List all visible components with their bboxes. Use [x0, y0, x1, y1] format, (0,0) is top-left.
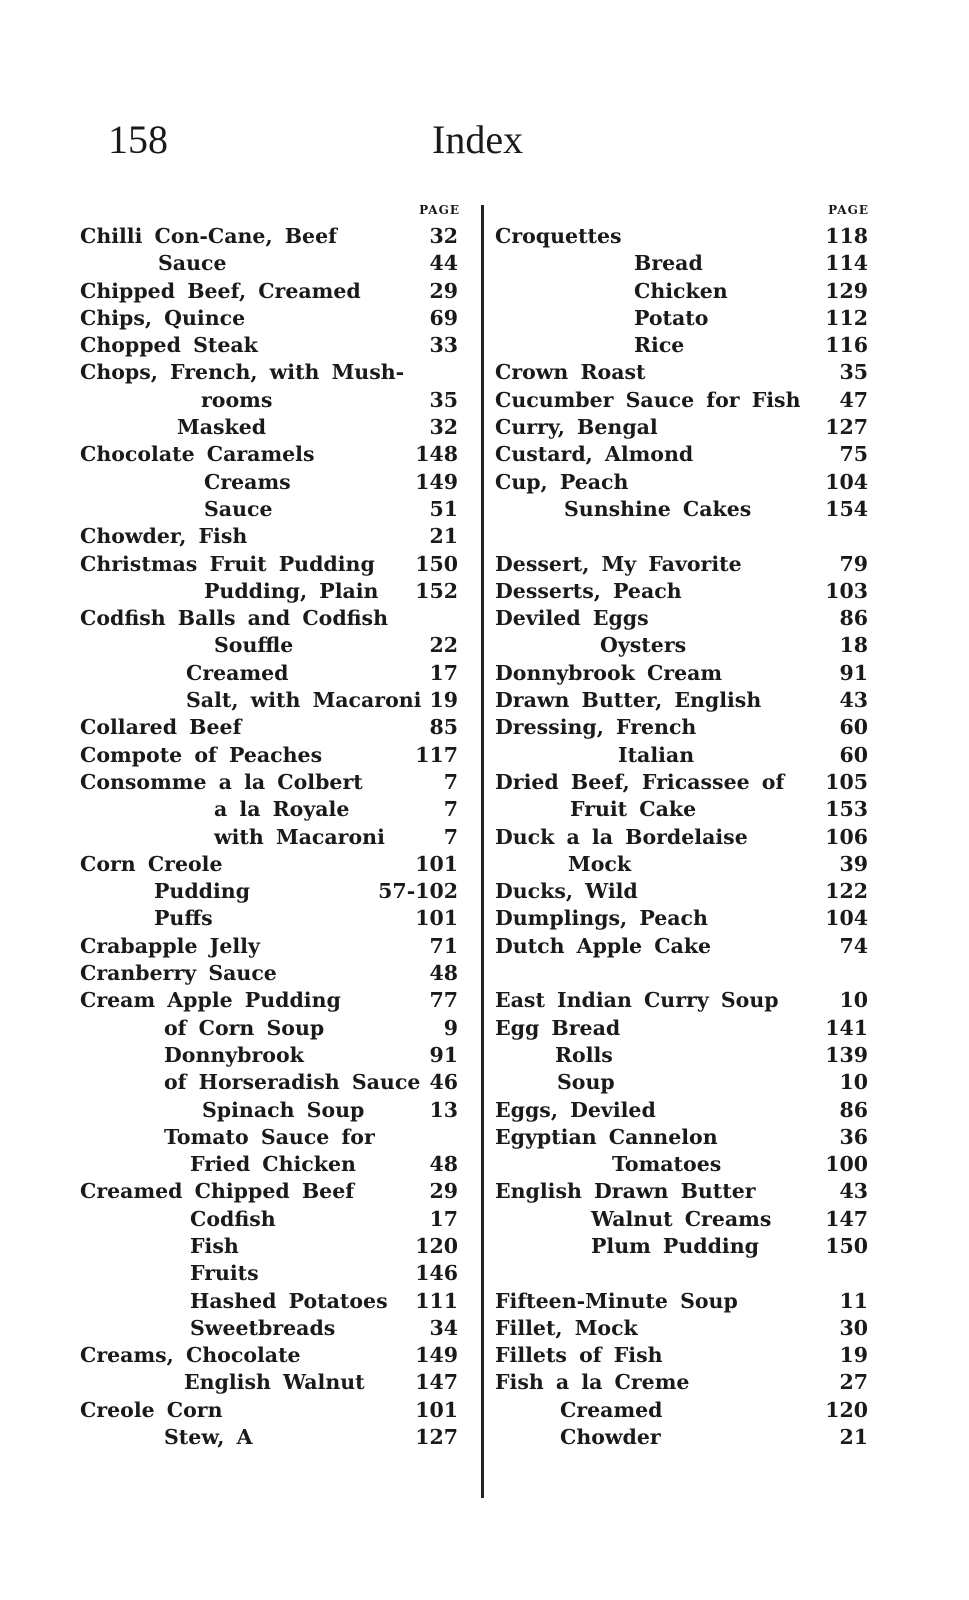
index-entry [80, 469, 470, 496]
entry-page: 79 [839, 551, 868, 576]
entry-text: Codfish Balls and Codfish [80, 606, 389, 631]
entry-page: 101 [415, 1397, 458, 1422]
entry-page: 152 [415, 578, 458, 603]
entry-text: Chocolate Caramels [80, 442, 315, 467]
index-entry [495, 469, 873, 496]
entry-page: 101 [415, 851, 458, 876]
entry-text: a la Royale [214, 797, 350, 822]
entry-text: Desserts, Peach [495, 578, 682, 603]
entry-text: Chopped Steak [80, 333, 258, 358]
index-entry [80, 1260, 470, 1287]
entry-text: of Horseradish Sauce [164, 1070, 421, 1095]
index-entry [495, 1424, 873, 1451]
entry-text: Drawn Butter, English [495, 688, 762, 713]
entry-page: 129 [825, 278, 868, 303]
index-entry [495, 387, 873, 414]
entry-page: 74 [839, 933, 868, 958]
entry-text: Salt, with Macaroni [186, 688, 422, 713]
entry-text: Cranberry Sauce [80, 961, 277, 986]
index-entry [495, 1288, 873, 1315]
index-entry [495, 660, 873, 687]
entry-page: 36 [839, 1124, 868, 1149]
index-entry [80, 660, 470, 687]
index-entry [80, 305, 470, 332]
entry-page: 60 [839, 742, 868, 767]
index-entry [80, 987, 470, 1014]
entry-page: 146 [415, 1261, 458, 1286]
entry-page: 101 [415, 906, 458, 931]
index-entry [495, 687, 873, 714]
entry-page: 106 [825, 824, 868, 849]
entry-page: 86 [839, 1097, 868, 1122]
index-entry [495, 223, 873, 250]
entry-text: Dried Beef, Fricassee of [495, 769, 785, 794]
index-entry [80, 1369, 470, 1396]
entry-text: Custard, Almond [495, 442, 694, 467]
index-entry [80, 551, 470, 578]
entry-text: Fillets of Fish [495, 1343, 663, 1368]
entry-text: Potato [634, 305, 709, 330]
index-entry [80, 933, 470, 960]
entry-text: Egyptian Cannelon [495, 1124, 718, 1149]
index-entry [80, 714, 470, 741]
entry-page: 60 [839, 715, 868, 740]
entry-text: Fried Chicken [190, 1152, 356, 1177]
entry-text: Codfish [190, 1206, 276, 1231]
index-entry [495, 523, 873, 550]
entry-page: 75 [839, 442, 868, 467]
entry-page: 91 [429, 1042, 458, 1067]
entry-text: Chips, Quince [80, 305, 246, 330]
entry-text: Pudding, Plain [204, 578, 379, 603]
index-entry [495, 441, 873, 468]
entry-text: Curry, Bengal [495, 415, 658, 440]
index-entry [495, 714, 873, 741]
entry-text: Donnybrook [164, 1042, 304, 1067]
index-entry [80, 1097, 470, 1124]
entry-page: 7 [443, 824, 458, 849]
page-number: 158 [108, 117, 168, 162]
entry-page: 91 [839, 660, 868, 685]
entry-text: Souffle [214, 633, 294, 658]
entry-page: 149 [415, 1343, 458, 1368]
entry-text: of Corn Soup [164, 1015, 325, 1040]
entry-page: 27 [839, 1370, 868, 1395]
entry-text: Dutch Apple Cake [495, 933, 712, 958]
index-entry [80, 1233, 470, 1260]
index-entry [80, 1342, 470, 1369]
entry-page: 105 [825, 769, 868, 794]
index-entry [80, 1151, 470, 1178]
entry-text: Rice [634, 333, 685, 358]
index-entry [80, 1315, 470, 1342]
entry-page: 116 [825, 333, 868, 358]
index-entry [495, 824, 873, 851]
entry-text: Fish a la Creme [495, 1370, 690, 1395]
entry-text: rooms [201, 387, 273, 412]
entry-page: 30 [839, 1315, 868, 1340]
entry-page: 150 [415, 551, 458, 576]
entry-text: Chilli Con-Cane, Beef [80, 224, 337, 248]
index-entry [495, 496, 873, 523]
entry-text: East Indian Curry Soup [495, 988, 779, 1013]
index-entry [80, 851, 470, 878]
index-entry [80, 523, 470, 550]
entry-page: 153 [825, 797, 868, 822]
entry-text: Oysters [600, 633, 687, 658]
index-entry [495, 332, 873, 359]
index-entry [495, 1069, 873, 1096]
entry-text: Duck a la Bordelaise [495, 824, 748, 849]
index-entry [80, 1397, 470, 1424]
page-column-header [80, 203, 470, 223]
index-entry [495, 1206, 873, 1233]
entry-text: Pudding [154, 879, 251, 904]
entry-text: English Walnut [184, 1370, 365, 1395]
index-entry [80, 824, 470, 851]
entry-text: Sunshine Cakes [564, 496, 752, 521]
entry-page: 51 [429, 496, 458, 521]
entry-text: Sweetbreads [190, 1315, 336, 1340]
entry-text: Chicken [634, 278, 728, 303]
entry-text: Collared Beef [80, 715, 242, 740]
entry-text: Bread [634, 251, 703, 276]
entry-text: Masked [177, 415, 267, 440]
index-entry [80, 960, 470, 987]
entry-text: Cup, Peach [495, 469, 629, 494]
entry-text: Fish [190, 1233, 239, 1258]
entry-page: 33 [429, 333, 458, 358]
index-entry [80, 387, 470, 414]
index-entries-left [80, 223, 470, 1451]
entry-text: Crown Roast [495, 360, 646, 385]
entry-page: 118 [825, 224, 868, 248]
entry-page: 19 [429, 688, 458, 713]
entry-text: Fruits [190, 1261, 259, 1286]
index-entry [495, 250, 873, 277]
index-entry [80, 441, 470, 468]
entry-page: 48 [429, 961, 458, 986]
entry-page: 71 [429, 933, 458, 958]
entry-text: Creams [204, 469, 291, 494]
entry-page: 104 [825, 906, 868, 931]
index-entry [495, 960, 873, 987]
entry-text: Creamed [560, 1397, 663, 1422]
entry-text: Donnybrook Cream [495, 660, 723, 685]
entry-text: Mock [568, 851, 632, 876]
entry-text: Rolls [555, 1042, 613, 1067]
entry-page: 11 [839, 1288, 868, 1313]
entry-page: 114 [825, 251, 868, 276]
index-entry [80, 796, 470, 823]
index-entry [495, 1151, 873, 1178]
entry-page: 85 [429, 715, 458, 740]
entry-text: Deviled Eggs [495, 606, 649, 631]
entry-page: 43 [839, 688, 868, 713]
index-entry [80, 1015, 470, 1042]
entry-text: Soup [557, 1070, 615, 1095]
entry-page: 35 [429, 387, 458, 412]
index-entry [495, 605, 873, 632]
index-entry [80, 1069, 470, 1096]
entry-text: Chowder [560, 1425, 661, 1450]
index-entry [495, 1042, 873, 1069]
index-entry [495, 1097, 873, 1124]
index-entry [495, 796, 873, 823]
entry-text: Creams, Chocolate [80, 1343, 301, 1368]
index-entry [80, 578, 470, 605]
entry-text: Compote of Peaches [80, 742, 323, 767]
entry-page: 141 [825, 1015, 868, 1040]
entry-text: Chops, French, with Mush- [80, 360, 405, 385]
index-entry [80, 632, 470, 659]
entry-page: 7 [443, 797, 458, 822]
entry-text: Creamed [186, 660, 289, 685]
entry-page: 32 [429, 415, 458, 440]
entry-page: 17 [429, 1206, 458, 1231]
index-entry [80, 1042, 470, 1069]
entry-page: 147 [415, 1370, 458, 1395]
index-entry [495, 278, 873, 305]
index-entries-right [495, 223, 873, 1451]
entry-text: Tomato Sauce for [164, 1124, 375, 1149]
entry-text: Tomatoes [612, 1152, 722, 1177]
index-entry [495, 769, 873, 796]
index-entry [495, 632, 873, 659]
entry-page: 43 [839, 1179, 868, 1204]
index-entry [495, 1397, 873, 1424]
entry-text: with Macaroni [214, 824, 385, 849]
index-entry [495, 1260, 873, 1287]
entry-page: 154 [825, 496, 868, 521]
entry-page: 117 [415, 742, 458, 767]
entry-page: 86 [839, 606, 868, 631]
entry-text: Sauce [158, 251, 227, 276]
entry-page: 120 [415, 1233, 458, 1258]
page-column-header [495, 203, 873, 223]
entry-text: Consomme a la Colbert [80, 769, 363, 794]
entry-page: 122 [825, 879, 868, 904]
index-entry [80, 878, 470, 905]
index-entry [495, 905, 873, 932]
right-index-column [495, 203, 873, 1451]
entry-page: 44 [429, 251, 458, 276]
entry-text: Dessert, My Favorite [495, 551, 742, 576]
index-entry [495, 878, 873, 905]
index-entry [80, 1288, 470, 1315]
entry-page: 148 [415, 442, 458, 467]
entry-text: Eggs, Deviled [495, 1097, 656, 1122]
entry-page: 29 [429, 1179, 458, 1204]
entry-page: 127 [415, 1425, 458, 1450]
index-entry [495, 742, 873, 769]
left-index-column [80, 203, 470, 1451]
entry-page: 103 [825, 578, 868, 603]
index-entry [495, 933, 873, 960]
entry-text: Christmas Fruit Pudding [80, 551, 375, 576]
entry-text: Dumplings, Peach [495, 906, 708, 931]
index-entry [495, 987, 873, 1014]
entry-page: 120 [825, 1397, 868, 1422]
entry-page: 17 [429, 660, 458, 685]
entry-page: 39 [839, 851, 868, 876]
index-entry [495, 359, 873, 386]
entry-text: Fifteen-Minute Soup [495, 1288, 738, 1313]
index-entry [80, 278, 470, 305]
entry-page: 47 [839, 387, 868, 412]
entry-page: 57-102 [378, 879, 458, 904]
entry-text: Italian [618, 742, 695, 767]
entry-page: 21 [839, 1425, 868, 1450]
entry-page: 10 [839, 1070, 868, 1095]
entry-text: Puffs [154, 906, 213, 931]
index-entry [80, 1424, 470, 1451]
entry-page: 9 [443, 1015, 458, 1040]
entry-page: 149 [415, 469, 458, 494]
index-entry [80, 1206, 470, 1233]
entry-page: 7 [443, 769, 458, 794]
entry-text: Ducks, Wild [495, 879, 638, 904]
index-entry [495, 1015, 873, 1042]
entry-page: 19 [839, 1343, 868, 1368]
entry-page: 77 [429, 988, 458, 1013]
entry-page: 139 [825, 1042, 868, 1067]
entry-page: 10 [839, 988, 868, 1013]
entry-page: 22 [429, 633, 458, 658]
index-entry [80, 332, 470, 359]
entry-page: 18 [839, 633, 868, 658]
index-entry [80, 687, 470, 714]
index-entry [80, 359, 470, 386]
index-entry [80, 1124, 470, 1151]
entry-text: Corn Creole [80, 851, 223, 876]
entry-text: Stew, A [164, 1425, 253, 1450]
index-entry [495, 578, 873, 605]
entry-page: 111 [415, 1288, 458, 1313]
entry-text: Chipped Beef, Creamed [80, 278, 361, 303]
index-entry [80, 605, 470, 632]
entry-page: 127 [825, 415, 868, 440]
entry-text: Crabapple Jelly [80, 933, 260, 958]
entry-page: 34 [429, 1315, 458, 1340]
entry-page: 69 [429, 305, 458, 330]
entry-text: Hashed Potatoes [190, 1288, 388, 1313]
entry-page: 21 [429, 524, 458, 549]
entry-text: Fruit Cake [570, 797, 697, 822]
entry-text: Creole Corn [80, 1397, 223, 1422]
index-entry [495, 1124, 873, 1151]
entry-page: 48 [429, 1152, 458, 1177]
index-entry [495, 1178, 873, 1205]
index-entry [495, 851, 873, 878]
index-entry [80, 223, 470, 250]
index-entry [80, 250, 470, 277]
entry-text: Walnut Creams [591, 1206, 772, 1231]
entry-page: 112 [825, 305, 868, 330]
index-entry [495, 1315, 873, 1342]
entry-text: Egg Bread [495, 1015, 621, 1040]
index-entry [495, 305, 873, 332]
entry-page: 150 [825, 1233, 868, 1258]
entry-page: 29 [429, 278, 458, 303]
index-entry [495, 551, 873, 578]
entry-text: Plum Pudding [591, 1233, 759, 1258]
index-entry [80, 742, 470, 769]
index-entry [495, 1369, 873, 1396]
entry-text: Cucumber Sauce for Fish [495, 387, 801, 412]
index-entry [495, 1233, 873, 1260]
index-entry [495, 1342, 873, 1369]
entry-page: 147 [825, 1206, 868, 1231]
index-entry [80, 905, 470, 932]
page-label: PAGE [419, 203, 460, 217]
entry-text: Creamed Chipped Beef [80, 1179, 355, 1204]
entry-text: Sauce [204, 496, 273, 521]
index-entry [80, 496, 470, 523]
entry-text: Dressing, French [495, 715, 697, 740]
entry-text: Spinach Soup [202, 1097, 365, 1122]
entry-text: English Drawn Butter [495, 1179, 756, 1204]
entry-page: 46 [429, 1070, 458, 1095]
entry-text: Croquettes [495, 224, 622, 248]
entry-page: 100 [825, 1152, 868, 1177]
column-divider [481, 205, 484, 1498]
entry-text: Chowder, Fish [80, 524, 248, 549]
entry-text: Fillet, Mock [495, 1315, 638, 1340]
index-entry [495, 414, 873, 441]
index-entry [80, 414, 470, 441]
entry-page: 32 [429, 224, 458, 248]
index-entry [80, 769, 470, 796]
index-entry [80, 1178, 470, 1205]
page-title: Index [432, 117, 524, 162]
entry-page: 13 [429, 1097, 458, 1122]
page-label: PAGE [828, 203, 869, 217]
entry-page: 35 [839, 360, 868, 385]
entry-text: Cream Apple Pudding [80, 988, 341, 1013]
entry-page: 104 [825, 469, 868, 494]
